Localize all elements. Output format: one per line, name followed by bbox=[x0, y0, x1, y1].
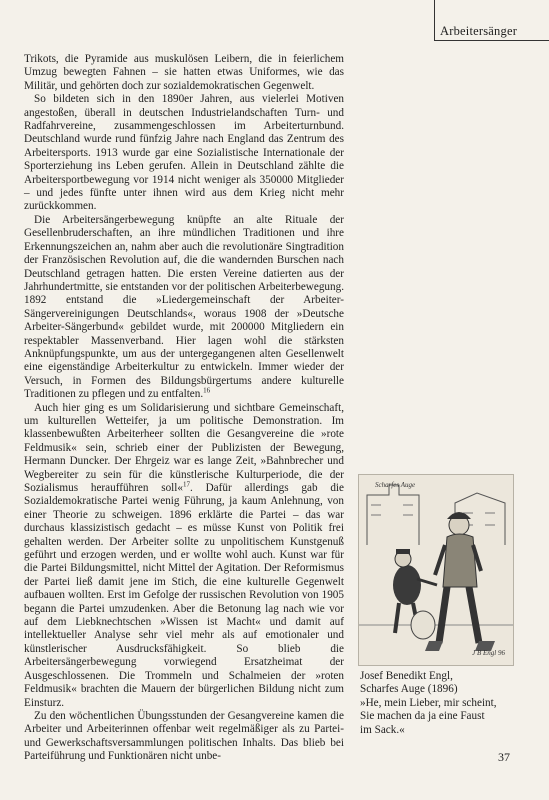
cartoon-illustration bbox=[358, 474, 514, 666]
caption-line: Josef Benedikt Engl, bbox=[360, 670, 453, 682]
caption-line: Scharfes Auge (1896) bbox=[360, 683, 458, 696]
cartoon-drawing bbox=[359, 475, 513, 665]
paragraph-5: Zu den wöchentlichen Übungsstunden der Gesangvereine kamen die Arbeiter und Arbeiterinnen offenbar weit regelmäßiger als zu Partei- und Gewerkschaftsversammlungen politischen Inhalts. Das blieb bei Parteiführung und Funktionären nicht unbe- bbox=[24, 709, 344, 763]
header-rule-vertical bbox=[434, 0, 435, 40]
paragraph-4: Auch hier ging es um Solidarisierung und sichtbare Gemeinschaft, um kulturellen Wetteifer, ja um politische Demonstration. Im klassenbewußten Arbeiterheer sollten die Gesangvereine die »rote Feldmusik« sein, schrieb einer der Publizisten der Bewegung, Hermann Duncker. Der Ehrgeiz war es lange Zeit, »Bahnbrecher und Wegbereiter zu sein für die künstlerische Kulturperiode, die der Sozialismus heraufführen soll«$^{17}$. Dafür allerdings gab die Sozialdemokratische Partei wenig Führung, ja kaum Anlehnung, von einer Theorie zu schweigen. 1896 erklärte die Partei – das war durchaus klassizistisch gedacht – es müsse Kunst von Politik frei gehalten werden. Der Arbeiter sollte zu unpolitischem Kunstgenuß geführt und erzogen werden, und er wollte wohl auch. Kunst war für die Partei Bildungsmittel, nicht Mittel der Agitation. Der Reformismus der Partei ließ damit jene im Stich, die eine kulturelle Gegenwelt aufbauen wollten. Erst im Gefolge der russischen Revolution von 1905 begann die Partei umzudenken. Aber die Betonung lag nach wie vor auf dem Liebknechtschen »Wissen ist Macht« und damit auf intellektueller Analyse sehr viel mehr als auf emotionaler und künstlerischer Ausdrucksfähigkeit. So blieb die Arbeitersängerbewegung vorwiegend Ersatzheimat der Ausgeschlossenen. Die Trommeln und Schalmeien der »roten Feldmusik« brachten die Mauern der bürgerlichen Bildung nicht zum Einsturz. bbox=[24, 401, 345, 709]
footnote-marker-17: 17 bbox=[183, 480, 190, 489]
caption-line: »He, mein Lieber, mir scheint, bbox=[360, 696, 497, 709]
paragraph-3 bbox=[24, 214, 344, 402]
paragraph-2: So bildeten sich in den 1890er Jahren, aus vielerlei Motiven angestoßen, überall in deutschen Industrielandschaften Turn- und Radfahrvereine, zusammengeschlossen im Arbeiterturnbund. Deutschland wurde rund fünfzig Jahre nach England das Zentrum des Arbeitersports. 1913 wurde gar eine Sozialistische Internationale der Sporterziehung ins Leben gerufen. Allein in Deutschland zählte die Arbeitersportbewegung vor 1914 nicht weniger als 350000 Mitglieder – und jedes fünfte unter ihnen wird aus dem Krieg nicht mehr zurückkommen. bbox=[24, 93, 344, 213]
footnote-marker-16: 16 bbox=[203, 386, 211, 395]
figure-caption bbox=[360, 670, 530, 737]
caption-line: im Sack.« bbox=[360, 723, 405, 736]
paragraph-4-continuation: Dafür allerdings gab die Sozialdemokratische Partei wenig Führung, ja kaum Anlehnung, von einer Theorie zu schweigen. 1896 erklärte die Partei – das war durchaus klassizistisch gedacht – es müsse Kunst von Politik frei gehalten werden. Der Arbeiter sollte zu unpolitischem Kunstgenuß geführt und erzogen werden, und er wollte wohl auch. Kunst war für die Partei Bildungsmittel, nicht Mittel der Agitation. Der Reformismus der Partei ließ damit jene im Stich, die eine kulturelle Gegenwelt aufbauen wollten. Erst im Gefolge der russischen Revolution von 1905 begann die Partei umzudenken. Aber die Betonung lag nach wie vor auf dem Liebknechtschen »Wissen ist Macht« und damit auf intellektueller Analyse sehr viel mehr als auf emotionaler und künstlerischer Ausdrucksfähigkeit. So blieb die Arbeitersängerbewegung vorwiegend Ersatzheimat der Ausgeschlossenen. Die Trommeln und Schalmeien der »roten Feldmusik« brachten die Mauern der bürgerlichen Bildung nicht zum Einsturz. bbox=[24, 482, 345, 709]
running-head: Arbeitersänger bbox=[440, 24, 518, 38]
caption-line: Sie machen da ja eine Faust bbox=[360, 710, 485, 723]
header-rule-horizontal bbox=[434, 40, 549, 41]
body-column bbox=[24, 53, 344, 764]
paragraph-4-text: Auch hier ging es um Solidarisierung und sichtbare Gemeinschaft, um kulturellen Wetteifer, ja um politische Demonstration. Im klassenbewußten Arbeiterheer sollten die Gesangvereine die »rote Feldmusik« sein, schrieb einer der Publizisten der Bewegung, Hermann Duncker. Der Ehrgeiz war es lange Zeit, »Bahnbrecher und Wegbereiter zu sein für die künstlerische Kulturperiode, die der Sozialismus heraufführen soll« bbox=[24, 401, 344, 494]
page-number: 37 bbox=[498, 750, 510, 764]
paragraph-3-text: Die Arbeitersängerbewegung knüpfte an alte Rituale der Gesellenbruderschaften, an ihre mündlichen Traditionen und ihre Erkennungszeichen an, nahm aber auch die revolutionäre Singtradition der Französischen Revolution auf, die die wandernden Burschen nach Deutschland getragen hatten. Die ersten Vereine datierten aus der Jahrhundertmitte, sie entstanden vor der politischen Arbeiterbewegung. 1892 entstand die »Liedergemeinschaft der Arbeiter-Sängervereinigungen Deutschlands«, woraus 1908 der »Deutsche Arbeiter-Sängerbund« gebildet wurde, mit 200000 Mitgliedern ein respektabler Massenverband. Hier lagen wohl die stärksten Anknüpfungspunkte, um aus der untergegangenen alten Gesellenwelt eine eigenständige Arbeiterkultur zu entwickeln. Immer wieder der Versuch, in Formen des Bildungsbürgertums andere kulturelle Traditionen zu pflegen und zu entfalten. bbox=[24, 213, 344, 401]
cartoon-signature: J B Engl 96 bbox=[472, 649, 505, 657]
cartoon-title: Scharfes Auge bbox=[375, 481, 416, 489]
paragraph-1: Trikots, die Pyramide aus muskulösen Leibern, die in feierlichem Umzug bewegten Fahnen – sie hatten etwas Uniformes, wie das Militär, und gehörten doch zur sozialdemokratischen Gegenwelt. bbox=[24, 53, 344, 92]
